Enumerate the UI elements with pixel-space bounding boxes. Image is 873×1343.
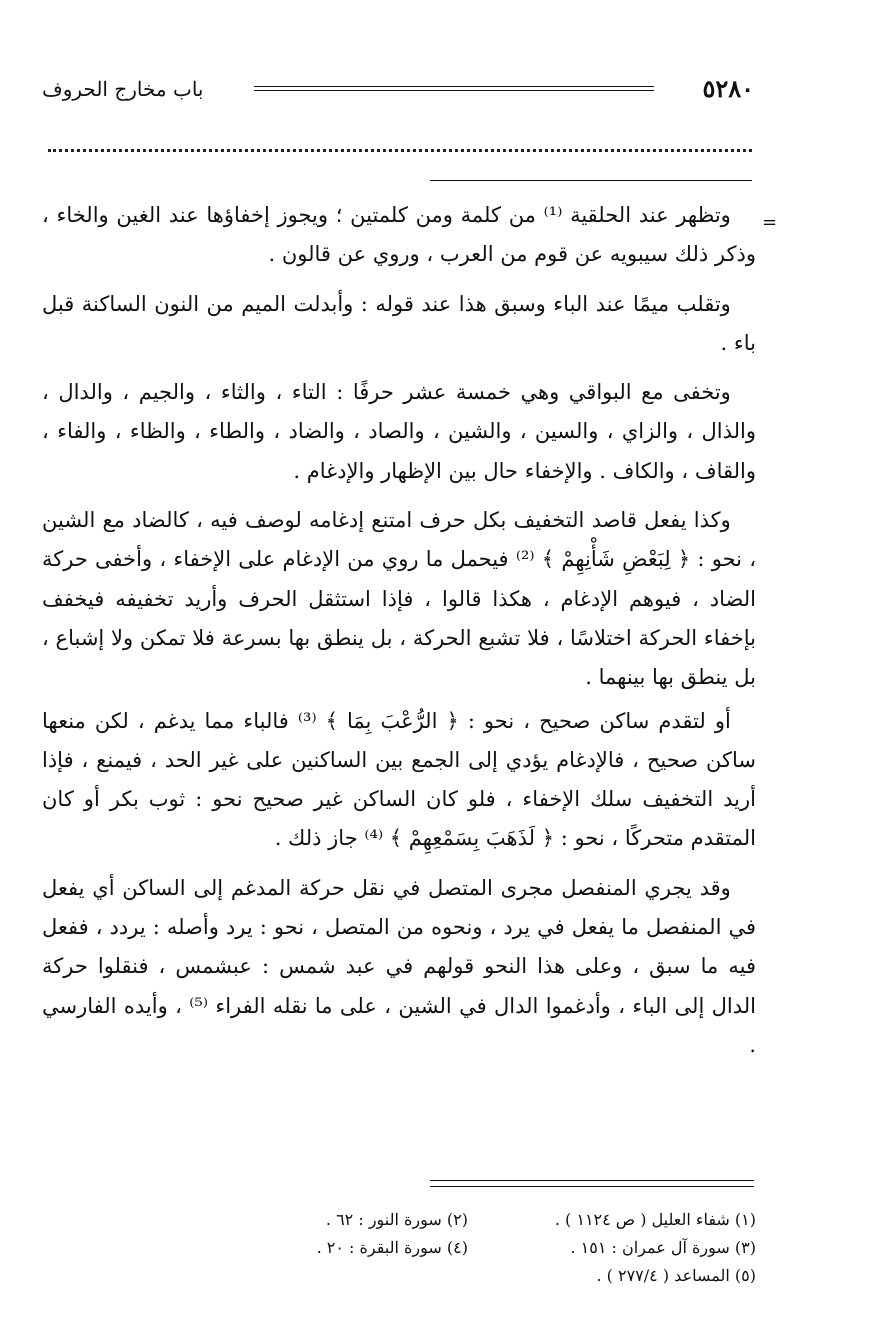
footnote: (١) شفاء العليل ( ص ١١٢٤ ) . (554, 1210, 756, 1229)
section-rule (430, 180, 752, 181)
margin-mark: = (762, 212, 778, 233)
dotted-divider (48, 149, 752, 152)
footnote-row (180, 1262, 756, 1290)
footnote: (٢) سورة النور : ٦٢ . (325, 1210, 468, 1229)
footnote: (٤) سورة البقرة : ٢٠ . (316, 1238, 468, 1257)
header-double-rule (254, 86, 654, 91)
page-number: ٥٢٨٠ (702, 74, 754, 103)
paragraph: وتخفى مع البواقي وهي خمسة عشر حرفًا : التاء ، والثاء ، والجيم ، والدال ، والذال ، والزاي ، والسين ، والشين ، والصاد ، والضاد ، والطاء ، والظاء ، والفاء ، والقاف ، والكاف . والإخفاء حال بين الإظهار والإدغام . (42, 380, 756, 483)
page-header (42, 74, 754, 108)
footnote-row (180, 1234, 756, 1262)
footnote: (٥) المساعد ( ٢٧٧/٤ ) . (596, 1266, 756, 1285)
chapter-title: باب مخارج الحروف (42, 77, 204, 101)
paragraph: وتظهر عند الحلقية ⁽¹⁾ من كلمة ومن كلمتين ؛ ويجوز إخفاؤها عند الغين والخاء ، وذكر ذلك سيبويه عن قوم من العرب ، وروي عن قالون . (42, 203, 756, 267)
footnote-separator-rule (430, 1180, 754, 1181)
footnote-separator-rule (430, 1186, 754, 1187)
footnotes (180, 1206, 756, 1290)
paragraph: وكذا يفعل قاصد التخفيف بكل حرف امتنع إدغامه لوصف فيه ، كالضاد مع الشين ، نحو : ﴿ لِبَعْضِ شَأْنِهِمْ ﴾ ⁽²⁾ فيحمل ما روي من الإدغام على الإخفاء ، وأخفى حركة الضاد ، فيوهم الإدغام ، هكذا قالوا ، فإذا استثقل الحرف وأريد تخفيفه فيخفف بإخفاء الحركة اختلاسًا ، فلا تشبع الحركة ، بل ينطق بها بسرعة فلا تمكن ولا إشباع ، بل ينطق بها بينهما . (42, 508, 756, 690)
body-text (42, 196, 756, 1075)
paragraph: وتقلب ميمًا عند الباء وسبق هذا عند قوله : وأبدلت الميم من النون الساكنة قبل باء . (42, 291, 756, 355)
footnote-row (180, 1206, 756, 1234)
footnote: (٣) سورة آل عمران : ١٥١ . (570, 1238, 756, 1257)
paragraph: أو لتقدم ساكن صحيح ، نحو : ﴿ الرُّعْبَ بِمَا ﴾ ⁽³⁾ فالباء مما يدغم ، لكن منعها ساكن صحيح ، فالإدغام يؤدي إلى الجمع بين الساكنين على غير الحد ، فيمنع ، فإذا أريد التخفيف سلك الإخفاء ، فلو كان الساكن غير صحيح نحو : ثوب بكر أو كان المتقدم متحركًا ، نحو : ﴿ لَذَهَبَ بِسَمْعِهِمْ ﴾ ⁽⁴⁾ جاز ذلك . (42, 708, 756, 851)
paragraph: وقد يجري المنفصل مجرى المتصل في نقل حركة المدغم إلى الساكن أي يفعل في المنفصل ما يفعل في يرد ، ونحوه من المتصل ، نحو : يرد وأصله : يردد ، ففعل فيه ما سبق ، وعلى هذا النحو قولهم في عبد شمس : عبشمس ، فنقلوا حركة الدال إلى الباء ، وأدغموا الدال في الشين ، على ما نقله الفراء ⁽⁵⁾ ، وأيده الفارسي . (42, 875, 756, 1057)
